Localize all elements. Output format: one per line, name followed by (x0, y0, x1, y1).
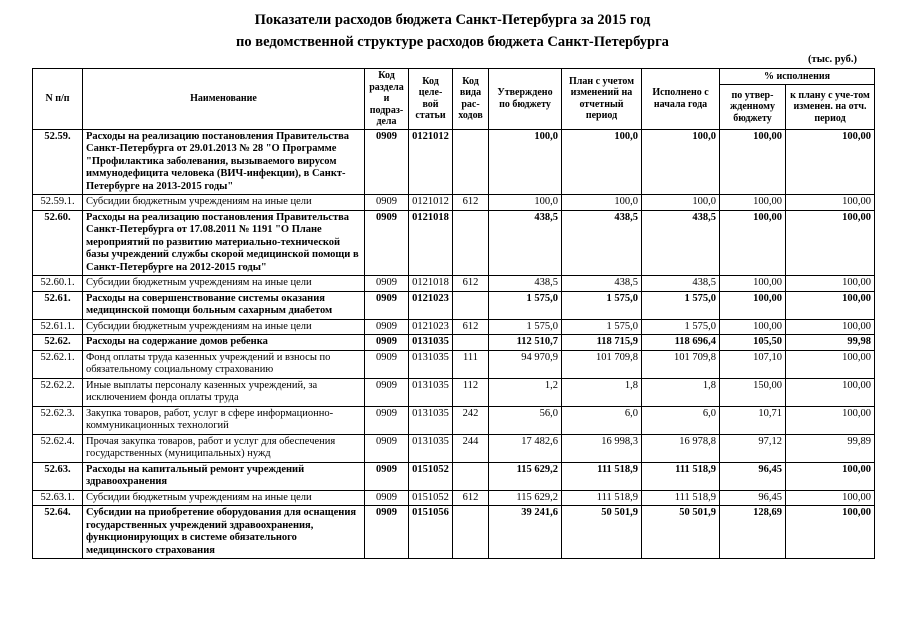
row-name: Расходы на реализацию постановления Правительства Санкт-Петербурга от 29.01.2013 № 28 "О Программе "Профилактика заболевания, вызываемого вирусом иммунодефицита человека (ВИЧ-инфекции), в Санкт-Петербурге на 2013-2015 годы" (83, 129, 365, 195)
row-section-code: 0909 (365, 195, 409, 211)
table-row (33, 335, 875, 351)
row-name: Расходы на капитальный ремонт учреждений здравоохранения (83, 462, 365, 490)
row-pct-plan: 100,00 (786, 129, 875, 195)
row-article-code: 0151052 (409, 490, 453, 506)
col-header-name: Наименование (83, 69, 365, 130)
row-article-code: 0151056 (409, 506, 453, 559)
col-header-article: Код целе-вой статьи (409, 69, 453, 130)
row-plan: 1 575,0 (562, 291, 642, 319)
row-pct-plan: 100,00 (786, 406, 875, 434)
row-section-code: 0909 (365, 490, 409, 506)
report-subtitle: по ведомственной структуре расходов бюджета Санкт-Петербурга (236, 34, 669, 50)
col-header-pct-plan: к плану с уче-том изменен. на отч. период (786, 85, 875, 129)
col-header-section: Код раздела и подраз-дела (365, 69, 409, 130)
row-executed: 101 709,8 (642, 350, 720, 378)
budget-table (32, 68, 875, 559)
row-article-code: 0131035 (409, 434, 453, 462)
table-row (33, 506, 875, 559)
row-pct-approved: 100,00 (720, 210, 786, 276)
row-pct-approved: 100,00 (720, 319, 786, 335)
row-executed: 118 696,4 (642, 335, 720, 351)
row-article-code: 0131035 (409, 406, 453, 434)
row-name: Закупка товаров, работ, услуг в сфере информационно-коммуникационных технологий (83, 406, 365, 434)
row-num: 52.59. (33, 129, 83, 195)
row-type-code (453, 129, 489, 195)
row-pct-approved: 128,69 (720, 506, 786, 559)
row-num: 52.60.1. (33, 276, 83, 292)
row-name: Расходы на реализацию постановления Правительства Санкт-Петербурга от 17.08.2011 № 1191 "О Плане мероприятий по развитию материально-технической базы учреждений службы скорой медицинской помощи в Санкт-Петербурге на 2012-2015 годы" (83, 210, 365, 276)
row-article-code: 0131035 (409, 378, 453, 406)
row-num: 52.62.2. (33, 378, 83, 406)
row-article-code: 0121023 (409, 291, 453, 319)
table-body (33, 129, 875, 559)
table-row (33, 406, 875, 434)
row-pct-approved: 100,00 (720, 276, 786, 292)
row-pct-plan: 100,00 (786, 506, 875, 559)
row-type-code: 612 (453, 276, 489, 292)
table-row (33, 462, 875, 490)
row-section-code: 0909 (365, 319, 409, 335)
table-row (33, 129, 875, 195)
row-type-code (453, 210, 489, 276)
row-pct-plan: 100,00 (786, 462, 875, 490)
row-type-code: 612 (453, 319, 489, 335)
row-num: 52.62.4. (33, 434, 83, 462)
row-num: 52.63. (33, 462, 83, 490)
row-plan: 1 575,0 (562, 319, 642, 335)
row-name: Субсидии на приобретение оборудования для оснащения государственных учреждений здравоохранения, функционирующих в системе обязательного медицинского страхования (83, 506, 365, 559)
col-header-percent-group: % исполнения (720, 69, 875, 85)
row-approved: 100,0 (489, 129, 562, 195)
row-section-code: 0909 (365, 434, 409, 462)
row-executed: 100,0 (642, 129, 720, 195)
row-section-code: 0909 (365, 406, 409, 434)
row-executed: 6,0 (642, 406, 720, 434)
row-num: 52.61.1. (33, 319, 83, 335)
row-plan: 100,0 (562, 129, 642, 195)
row-pct-approved: 100,00 (720, 291, 786, 319)
row-approved: 56,0 (489, 406, 562, 434)
row-pct-approved: 96,45 (720, 462, 786, 490)
col-header-pct-approved: по утвер-жденному бюджету (720, 85, 786, 129)
row-executed: 16 978,8 (642, 434, 720, 462)
row-plan: 111 518,9 (562, 462, 642, 490)
row-executed: 111 518,9 (642, 490, 720, 506)
row-pct-approved: 100,00 (720, 195, 786, 211)
row-approved: 438,5 (489, 210, 562, 276)
col-header-type: Код вида рас-ходов (453, 69, 489, 130)
row-num: 52.62.1. (33, 350, 83, 378)
row-pct-plan: 100,00 (786, 291, 875, 319)
row-approved: 1 575,0 (489, 319, 562, 335)
row-type-code (453, 335, 489, 351)
row-section-code: 0909 (365, 210, 409, 276)
row-pct-plan: 99,89 (786, 434, 875, 462)
row-approved: 17 482,6 (489, 434, 562, 462)
row-pct-approved: 107,10 (720, 350, 786, 378)
row-plan: 1,8 (562, 378, 642, 406)
row-pct-plan: 100,00 (786, 350, 875, 378)
table-row (33, 490, 875, 506)
row-article-code: 0131035 (409, 335, 453, 351)
row-approved: 1 575,0 (489, 291, 562, 319)
col-header-num: N п/п (33, 69, 83, 130)
row-article-code: 0121012 (409, 195, 453, 211)
row-num: 52.62.3. (33, 406, 83, 434)
row-pct-plan: 100,00 (786, 210, 875, 276)
row-executed: 100,0 (642, 195, 720, 211)
row-num: 52.60. (33, 210, 83, 276)
units-label: (тыс. руб.) (808, 54, 857, 65)
row-name: Прочая закупка товаров, работ и услуг для обеспечения государственных (муниципальных) нужд (83, 434, 365, 462)
row-executed: 438,5 (642, 210, 720, 276)
row-approved: 39 241,6 (489, 506, 562, 559)
row-plan: 438,5 (562, 210, 642, 276)
table-row (33, 350, 875, 378)
row-num: 52.62. (33, 335, 83, 351)
row-pct-approved: 150,00 (720, 378, 786, 406)
col-header-plan: План с учетом изменений на отчетный период (562, 69, 642, 130)
row-pct-approved: 100,00 (720, 129, 786, 195)
row-section-code: 0909 (365, 378, 409, 406)
row-approved: 438,5 (489, 276, 562, 292)
row-name: Субсидии бюджетным учреждениям на иные цели (83, 319, 365, 335)
row-article-code: 0121018 (409, 276, 453, 292)
row-section-code: 0909 (365, 129, 409, 195)
row-approved: 112 510,7 (489, 335, 562, 351)
row-section-code: 0909 (365, 276, 409, 292)
row-name: Субсидии бюджетным учреждениям на иные цели (83, 276, 365, 292)
row-approved: 94 970,9 (489, 350, 562, 378)
row-pct-approved: 10,71 (720, 406, 786, 434)
row-type-code (453, 291, 489, 319)
row-num: 52.61. (33, 291, 83, 319)
col-header-approved: Утверждено по бюджету (489, 69, 562, 130)
table-row (33, 378, 875, 406)
table-row (33, 195, 875, 211)
table-row (33, 291, 875, 319)
row-name: Расходы на содержание домов ребенка (83, 335, 365, 351)
row-name: Субсидии бюджетным учреждениям на иные цели (83, 195, 365, 211)
row-pct-plan: 100,00 (786, 276, 875, 292)
row-type-code (453, 506, 489, 559)
row-approved: 1,2 (489, 378, 562, 406)
row-article-code: 0151052 (409, 462, 453, 490)
row-type-code: 612 (453, 195, 489, 211)
row-num: 52.64. (33, 506, 83, 559)
row-plan: 6,0 (562, 406, 642, 434)
row-name: Фонд оплаты труда казенных учреждений и взносы по обязательному социальному страхованию (83, 350, 365, 378)
table-row (33, 434, 875, 462)
row-pct-plan: 100,00 (786, 490, 875, 506)
row-type-code: 244 (453, 434, 489, 462)
row-section-code: 0909 (365, 462, 409, 490)
row-article-code: 0121018 (409, 210, 453, 276)
row-pct-plan: 100,00 (786, 319, 875, 335)
row-executed: 1,8 (642, 378, 720, 406)
row-type-code (453, 462, 489, 490)
table-row (33, 276, 875, 292)
row-plan: 16 998,3 (562, 434, 642, 462)
row-type-code: 111 (453, 350, 489, 378)
row-name: Расходы на совершенствование системы оказания медицинской помощи больным сахарным диабетом (83, 291, 365, 319)
row-section-code: 0909 (365, 335, 409, 351)
row-type-code: 112 (453, 378, 489, 406)
report-title: Показатели расходов бюджета Санкт-Петербурга за 2015 год (254, 12, 651, 28)
row-pct-approved: 105,50 (720, 335, 786, 351)
row-executed: 111 518,9 (642, 462, 720, 490)
row-approved: 115 629,2 (489, 462, 562, 490)
row-pct-plan: 100,00 (786, 378, 875, 406)
row-num: 52.59.1. (33, 195, 83, 211)
row-plan: 101 709,8 (562, 350, 642, 378)
row-article-code: 0121023 (409, 319, 453, 335)
row-num: 52.63.1. (33, 490, 83, 506)
row-executed: 438,5 (642, 276, 720, 292)
row-executed: 1 575,0 (642, 319, 720, 335)
col-header-executed: Исполнено с начала года (642, 69, 720, 130)
row-executed: 1 575,0 (642, 291, 720, 319)
row-approved: 100,0 (489, 195, 562, 211)
row-plan: 111 518,9 (562, 490, 642, 506)
row-executed: 50 501,9 (642, 506, 720, 559)
row-section-code: 0909 (365, 291, 409, 319)
row-pct-approved: 97,12 (720, 434, 786, 462)
row-plan: 50 501,9 (562, 506, 642, 559)
row-section-code: 0909 (365, 506, 409, 559)
row-name: Субсидии бюджетным учреждениям на иные цели (83, 490, 365, 506)
table-row (33, 210, 875, 276)
table-row (33, 319, 875, 335)
row-pct-plan: 99,98 (786, 335, 875, 351)
row-article-code: 0131035 (409, 350, 453, 378)
row-name: Иные выплаты персоналу казенных учреждений, за исключением фонда оплаты труда (83, 378, 365, 406)
row-section-code: 0909 (365, 350, 409, 378)
row-pct-plan: 100,00 (786, 195, 875, 211)
row-type-code: 242 (453, 406, 489, 434)
row-approved: 115 629,2 (489, 490, 562, 506)
row-plan: 118 715,9 (562, 335, 642, 351)
row-plan: 438,5 (562, 276, 642, 292)
row-plan: 100,0 (562, 195, 642, 211)
row-type-code: 612 (453, 490, 489, 506)
row-pct-approved: 96,45 (720, 490, 786, 506)
row-article-code: 0121012 (409, 129, 453, 195)
